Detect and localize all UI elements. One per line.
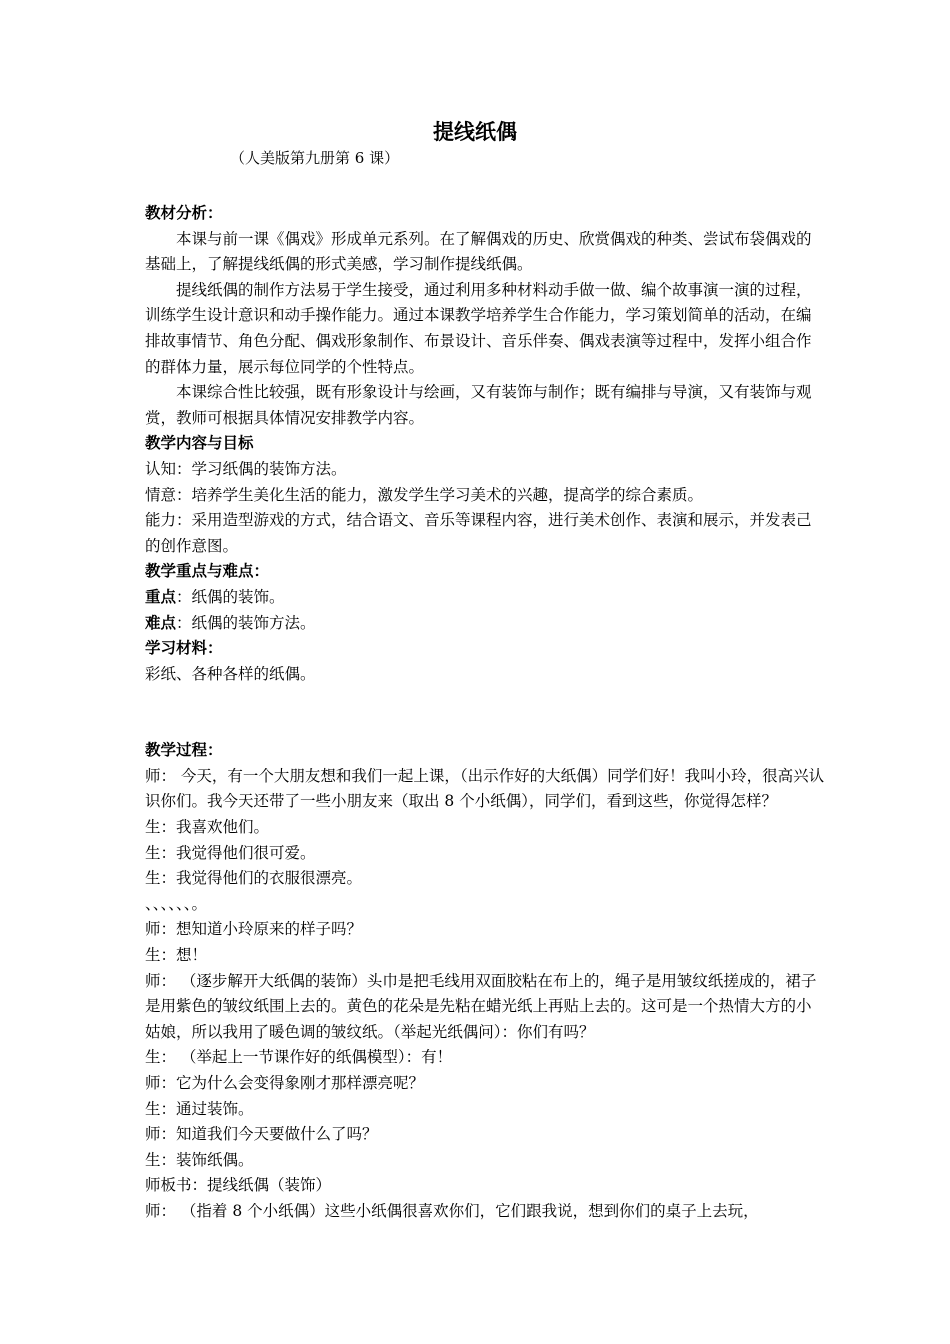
document-body	[145, 201, 825, 1225]
analysis-paragraph: 提线纸偶的制作方法易于学生接受，通过利用多种材料动手做一做、编个故事演一演的过程，训练学生设计意识和动手操作能力。通过本课教学培养学生合作能力，学习策划简单的活动，在编排故事情节、角色分配、偶戏形象制作、布景设计、音乐伴奏、偶戏表演等过程中，发挥小组合作的群体力量，展示每位同学的个性特点。	[145, 280, 812, 376]
keypoint-difficulty	[145, 611, 825, 637]
process-heading: 教学过程：	[145, 741, 223, 760]
analysis-paragraph: 本课综合性比较强，既有形象设计与绘画，又有装饰与制作；既有编排与导演，又有装饰与观赏，教师可根据具体情况安排教学内容。	[145, 383, 812, 427]
keypoint-focus-label: 重点	[145, 587, 177, 606]
dialogue-line: 师板书：提线纸偶（装饰）	[145, 1176, 332, 1195]
analysis-heading: 教材分析：	[145, 204, 223, 222]
page-subtitle: （人美版第九册第 6 课）	[230, 149, 400, 167]
dialogue-line: 师：知道我们今天要做什么了吗？	[145, 1125, 378, 1144]
dialogue-line: 、、、、、、。	[145, 894, 208, 913]
dialogue-line: 师： 今天，有一个大朋友想和我们一起上课，（出示作好的大纸偶）同学们好！我叫小玲，很高兴认识你们。我今天还带了一些小朋友来（取出 8 个小纸偶），同学们，看到这些，你觉得怎样？	[145, 766, 825, 811]
dialogue-line: 师： （逐步解开大纸偶的装饰）头巾是把毛线用双面胶粘在布上的，绳子是用皱纹纸搓成的，裙子是用紫色的皱纹纸围上去的。黄色的花朵是先粘在蜡光纸上再贴上去的。这可是一个热情大方的小姑娘，所以我用了暖色调的皱纹纸。（举起光纸偶问）：你们有吗？	[145, 971, 817, 1041]
dialogue-line: 师：它为什么会变得象刚才那样漂亮呢？	[145, 1074, 425, 1092]
goal-emotion: 情意：培养学生美化生活的能力，激发学生学习美术的兴趣，提高学的综合素质。	[145, 485, 704, 504]
analysis-paragraph: 本课与前一课《偶戏》形成单元系列。在了解偶戏的历史、欣赏偶戏的种类、尝试布袋偶戏的基础上，了解提线纸偶的形式美感，学习制作提线纸偶。	[145, 229, 812, 274]
materials-text: 彩纸、各种各样的纸偶。	[145, 664, 316, 683]
dialogue-line: 生：通过装饰。	[145, 1099, 254, 1118]
goals-heading: 教学内容与目标	[145, 434, 254, 453]
dialogue-line: 师： （指着 8 个小纸偶）这些小纸偶很喜欢你们，它们跟我说，想到你们的桌子上去玩，	[145, 1201, 759, 1220]
goal-ability: 能力：采用造型游戏的方式，结合语文、音乐等课程内容，进行美术创作、表演和展示，并发表己的创作意图。	[145, 511, 812, 555]
dialogue-line: 生： （举起上一节课作好的纸偶模型）：有！	[145, 1048, 453, 1067]
keypoints-heading: 教学重点与难点：	[145, 562, 270, 581]
materials-heading: 学习材料：	[145, 639, 223, 658]
keypoint-focus-text: ：纸偶的装饰。	[176, 587, 285, 606]
goal-cognition: 认知：学习纸偶的装饰方法。	[145, 459, 347, 478]
keypoint-difficulty-text: ：纸偶的装饰方法。	[176, 613, 316, 632]
dialogue-line: 生：我觉得他们很可爱。	[145, 843, 316, 862]
dialogue-line: 生：我觉得他们的衣服很漂亮。	[145, 869, 363, 888]
dialogue-line: 生：想！	[145, 946, 208, 965]
dialogue-line: 生：我喜欢他们。	[145, 818, 270, 837]
keypoint-difficulty-label: 难点	[145, 613, 177, 632]
page-title: 提线纸偶	[433, 120, 517, 144]
dialogue-line: 师：想知道小玲原来的样子吗？	[145, 920, 363, 939]
keypoint-focus	[145, 585, 825, 611]
dialogue-line: 生：装饰纸偶。	[145, 1150, 254, 1169]
